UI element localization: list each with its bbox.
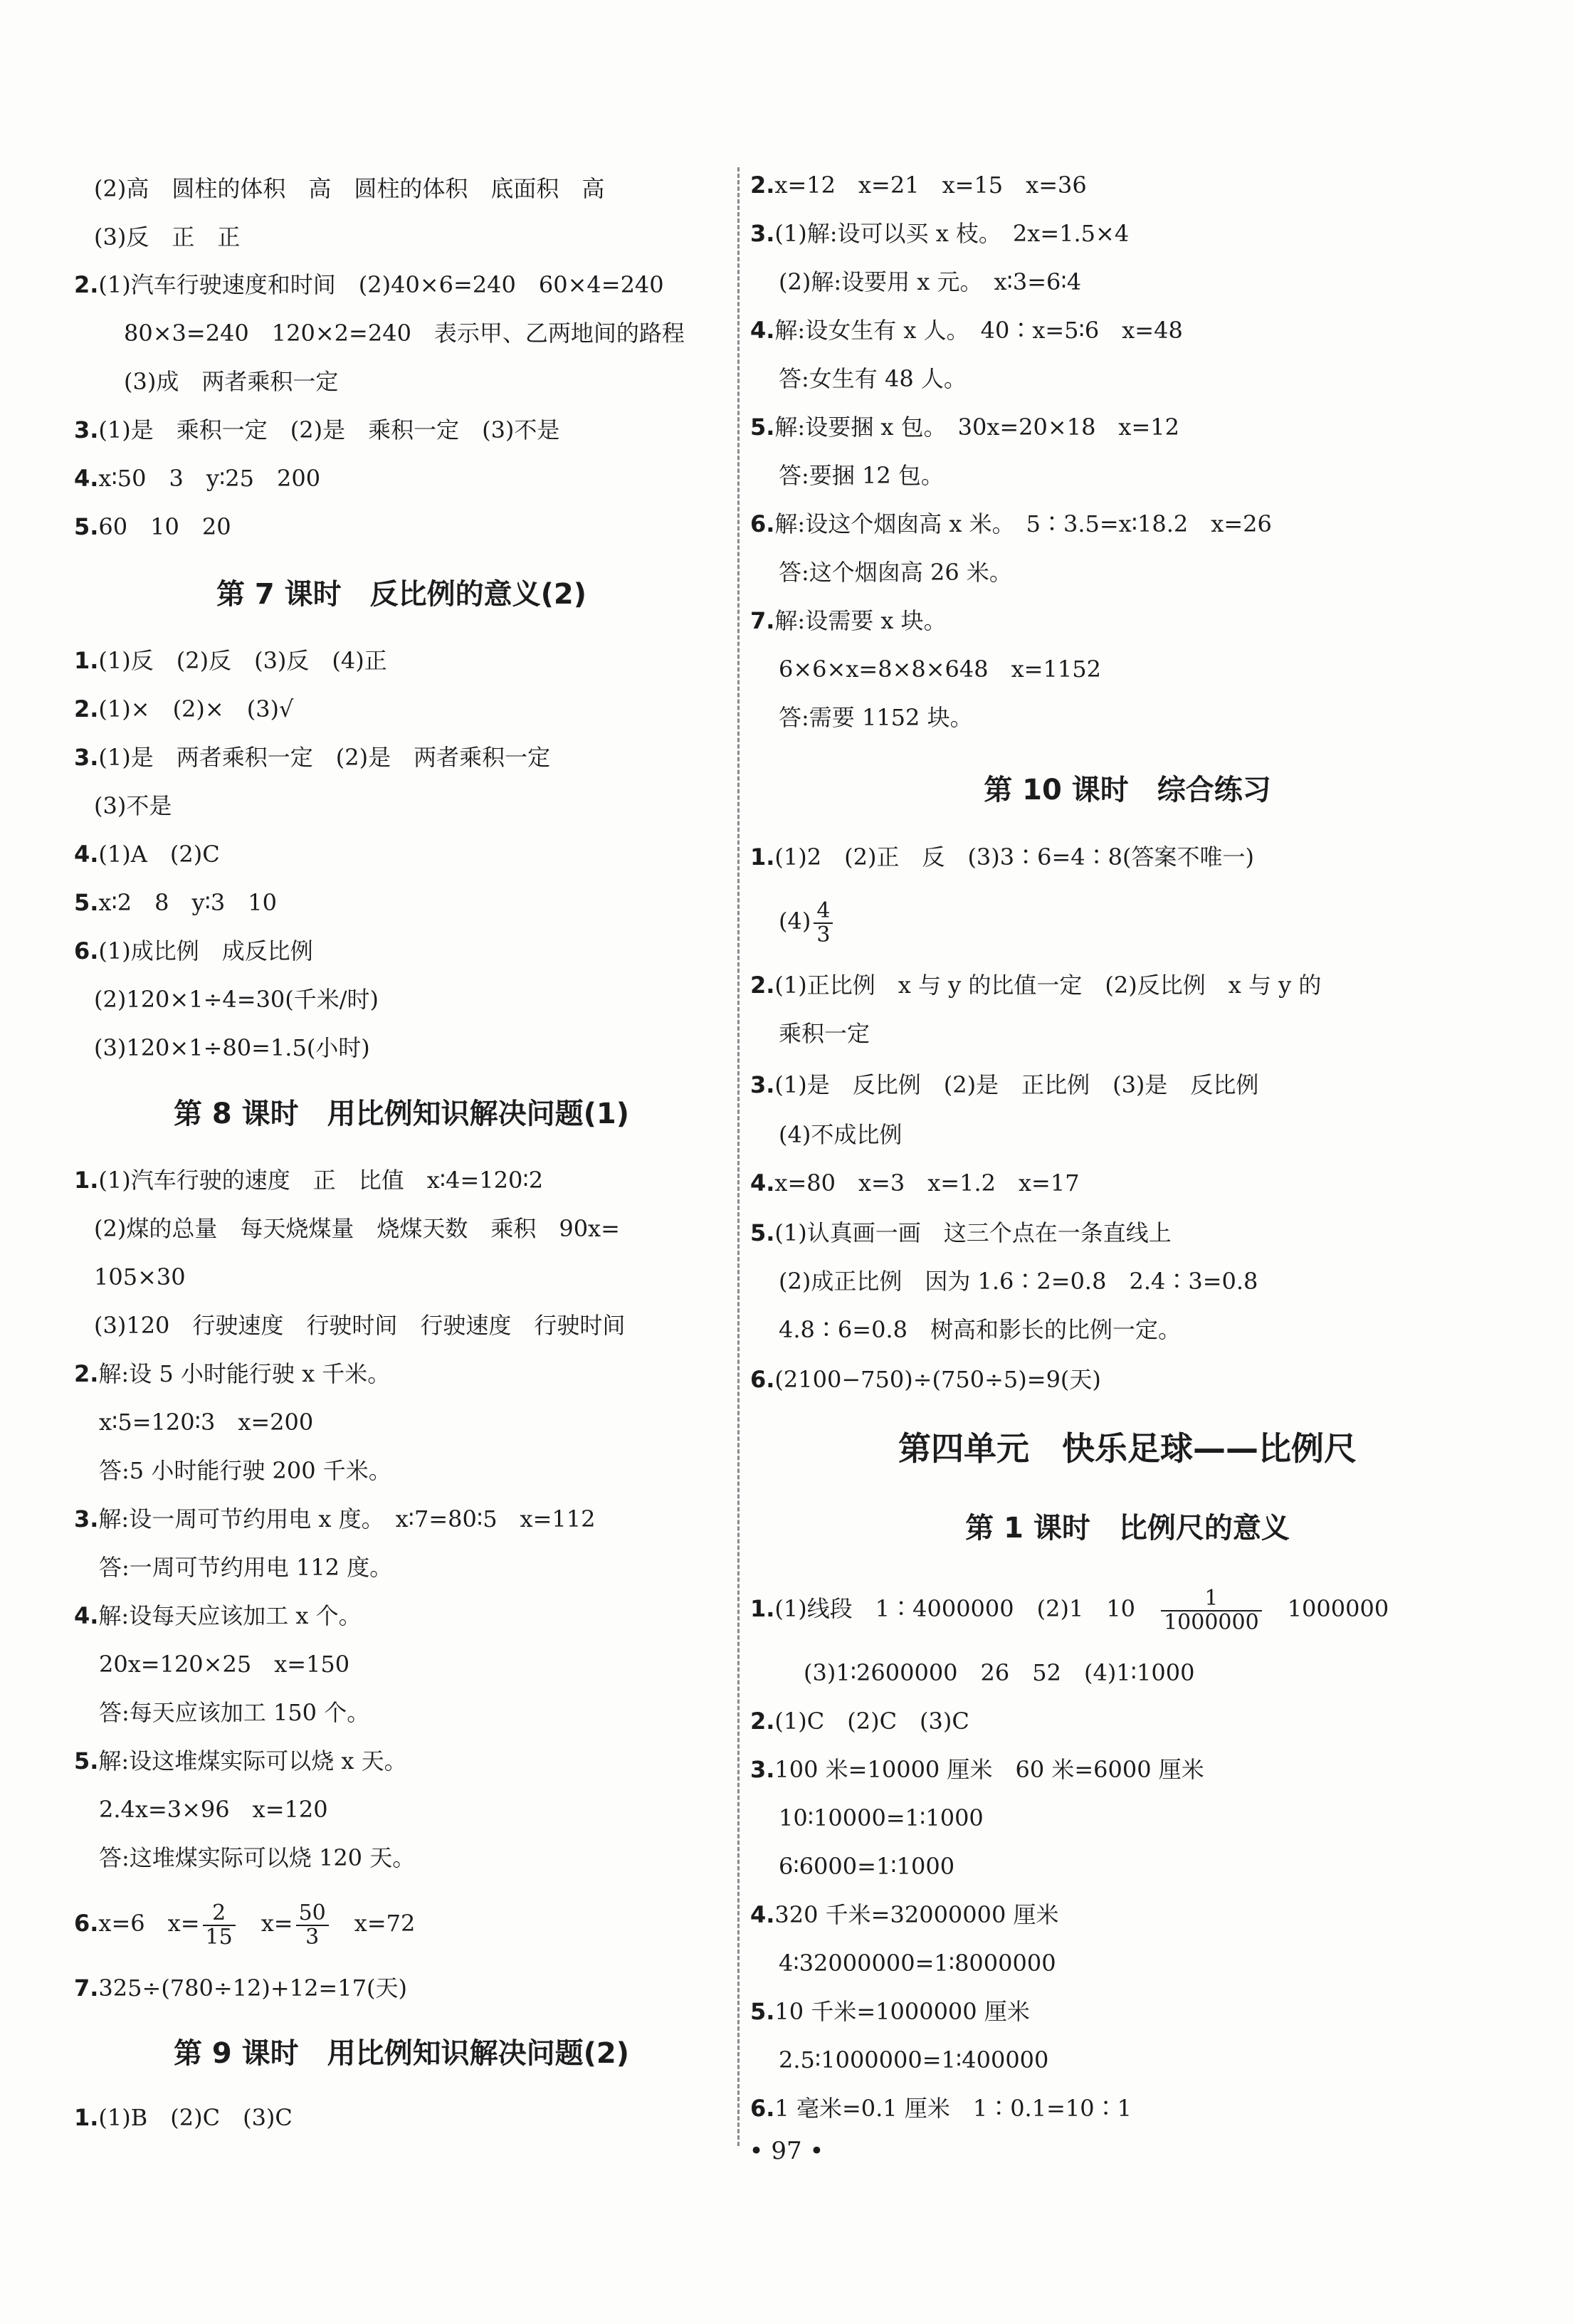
- answer-text: x=6 x=: [98, 1910, 200, 1937]
- question-4: [750, 1169, 1080, 1197]
- question-3: [74, 1505, 596, 1533]
- question-5: [750, 1219, 1172, 1247]
- question-number: 6.: [750, 1366, 775, 1393]
- question-5: [74, 888, 277, 917]
- fraction-denominator: 3: [305, 1924, 320, 1950]
- answer-text: (1)反 (2)反 (3)反 (4)正: [98, 647, 387, 674]
- answer-line: 4∶32000000=1∶8000000: [779, 1950, 1056, 1977]
- fraction: [203, 1902, 236, 1949]
- question-4: [74, 840, 220, 868]
- question-2: [74, 695, 293, 723]
- question-number: 5.: [74, 1747, 99, 1774]
- answer-line: (3)成 两者乘积一定: [124, 368, 339, 395]
- question-3: [750, 219, 1129, 248]
- answer-text: 解:设女生有 x 人。 40∶x=5∶6 x=48: [774, 317, 1183, 344]
- answer-line: (2)煤的总量 每天烧煤量 烧煤天数 乘积 90x=: [94, 1215, 620, 1242]
- question-2: [750, 971, 1321, 999]
- answer-text: (1)线段 1∶4000000 (2)1 10: [774, 1595, 1136, 1622]
- answer-line: (4)不成比例: [779, 1121, 903, 1148]
- answer-line: 答:每天应该加工 150 个。: [99, 1699, 370, 1726]
- answer-line: 6∶6000=1∶1000: [779, 1853, 955, 1880]
- page-number: • 97 •: [749, 2137, 824, 2165]
- question-number: 3.: [74, 1505, 99, 1532]
- question-number: 1.: [750, 1595, 775, 1622]
- answer-text: (1)汽车行驶的速度 正 比值 x∶4=120∶2: [98, 1167, 544, 1194]
- question-4: [750, 1900, 1059, 1929]
- answer-line: (3)120×1÷80=1.5(小时): [94, 1034, 370, 1061]
- question-6: [750, 2094, 1132, 2123]
- question-number: 4.: [74, 841, 99, 868]
- answer-text: (2100−750)÷(750÷5)=9(天): [774, 1366, 1101, 1393]
- answer-text: (1)是 乘积一定 (2)是 乘积一定 (3)不是: [98, 416, 560, 443]
- question-3: [74, 416, 559, 444]
- answer-line: (3)120 行驶速度 行驶时间 行驶速度 行驶时间: [94, 1312, 626, 1339]
- answer-text: (1)认真画一画 这三个点在一条直线上: [774, 1219, 1172, 1246]
- question-5: [74, 512, 231, 541]
- unit-4-heading: 第四单元 快乐足球——比例尺: [898, 1429, 1357, 1468]
- question-5: [74, 1747, 407, 1775]
- answer-line: (2)高 圆柱的体积 高 圆柱的体积 底面积 高: [94, 175, 605, 202]
- answer-line: 答:这堆煤实际可以烧 120 天。: [99, 1844, 416, 1871]
- answer-text: (1)是 两者乘积一定 (2)是 两者乘积一定: [98, 744, 551, 771]
- question-number: 5.: [750, 1998, 775, 2025]
- question-number: 6.: [750, 510, 775, 537]
- answer-text: (1)是 反比例 (2)是 正比例 (3)是 反比例: [774, 1071, 1259, 1098]
- answer-text: 1000000: [1287, 1595, 1389, 1622]
- lesson-7-heading: 第 7 课时 反比例的意义(2): [216, 578, 587, 611]
- answer-text: (1)× (2)× (3)√: [98, 695, 294, 722]
- question-number: 5.: [74, 889, 99, 916]
- answer-text: 解:设要捆 x 包。 30x=20×18 x=12: [774, 414, 1180, 441]
- question-1: [74, 2103, 293, 2132]
- answer-line: x∶5=120∶3 x=200: [99, 1409, 314, 1436]
- fraction-denominator: 3: [816, 922, 831, 947]
- question-3: [74, 743, 550, 772]
- question-number: 2.: [74, 271, 99, 298]
- question-number: 3.: [750, 220, 775, 247]
- answer-text: (1)2 (2)正 反 (3)3∶6=4∶8(答案不唯一): [774, 843, 1254, 871]
- question-5: [750, 1997, 1030, 2026]
- answer-line: 答:这个烟囱高 26 米。: [779, 559, 1012, 586]
- fraction: [296, 1902, 329, 1949]
- answer-text: x∶50 3 y∶25 200: [98, 465, 321, 492]
- answer-line: 答:5 小时能行驶 200 千米。: [99, 1457, 391, 1484]
- answer-text: 解:设一周可节约用电 x 度。 x∶7=80∶5 x=112: [98, 1505, 596, 1532]
- answer-text: (1)A (2)C: [98, 841, 220, 868]
- answer-line: 10∶10000=1∶1000: [779, 1804, 984, 1831]
- answer-line: 答:一周可节约用电 112 度。: [99, 1554, 393, 1581]
- question-number: 6.: [74, 1910, 99, 1937]
- question-7: [74, 1974, 407, 2002]
- question-number: 2.: [74, 1360, 99, 1387]
- answer-text: 60 10 20: [98, 513, 231, 540]
- answer-line: (2)解:设要用 x 元。 x∶3=6∶4: [779, 268, 1082, 295]
- answer-line: 答:需要 1152 块。: [779, 704, 973, 731]
- answer-text: x=80 x=3 x=1.2 x=17: [774, 1169, 1080, 1197]
- question-1: [74, 1166, 543, 1194]
- answer-text: x=72: [331, 1910, 416, 1937]
- question-number: 5.: [750, 414, 775, 441]
- question-7: [750, 606, 947, 635]
- fraction-denominator: 15: [205, 1924, 233, 1950]
- question-number: 2.: [74, 695, 99, 722]
- answer-text: 320 千米=32000000 厘米: [774, 1901, 1059, 1928]
- fraction-numerator: 50: [296, 1902, 329, 1926]
- question-3: [750, 1071, 1258, 1099]
- answer-line: (3)不是: [94, 792, 172, 819]
- answer-line: (3)1∶2600000 26 52 (4)1∶1000: [804, 1659, 1195, 1686]
- question-number: 4.: [750, 1901, 775, 1928]
- question-number: 7.: [74, 1975, 99, 2002]
- question-number: 4.: [74, 1602, 99, 1629]
- fraction: [814, 900, 833, 947]
- question-number: 1.: [74, 1167, 99, 1194]
- answer-line: 2.5∶1000000=1∶400000: [779, 2046, 1049, 2073]
- question-6: [74, 1895, 415, 1952]
- lesson-9-heading: 第 9 课时 用比例知识解决问题(2): [173, 2037, 630, 2070]
- answer-line: 20x=120×25 x=150: [99, 1651, 350, 1678]
- question-4: [750, 316, 1183, 345]
- fraction-numerator: 1: [1161, 1587, 1262, 1611]
- answer-line: (2)成正比例 因为 1.6∶2=0.8 2.4∶3=0.8: [779, 1268, 1258, 1295]
- answer-line: 答:女生有 48 人。: [779, 365, 967, 392]
- answer-text: 解:设需要 x 块。: [774, 607, 947, 634]
- answer-text: 解:设这堆煤实际可以烧 x 天。: [98, 1747, 407, 1774]
- answer-text: x∶2 8 y∶3 10: [98, 889, 278, 916]
- answer-text: (1)成比例 成反比例: [98, 937, 313, 964]
- answer-text: (1)B (2)C (3)C: [98, 2104, 293, 2131]
- fraction: [1161, 1587, 1262, 1634]
- lesson-10-heading: 第 10 课时 综合练习: [984, 774, 1271, 806]
- question-number: 3.: [74, 416, 99, 443]
- column-divider: [737, 167, 740, 2146]
- question-5: [750, 413, 1179, 441]
- question-number: 4.: [74, 465, 99, 492]
- fraction-denominator: 1000000: [1164, 1609, 1259, 1635]
- answer-text: 100 米=10000 厘米 60 米=6000 厘米: [774, 1756, 1204, 1783]
- question-1: [74, 646, 387, 675]
- answer-text: 325÷(780÷12)+12=17(天): [98, 1975, 407, 2002]
- question-1: [750, 843, 1254, 871]
- question-2: [750, 171, 1087, 199]
- question-number: 3.: [74, 744, 99, 771]
- question-number: 5.: [74, 513, 99, 540]
- answer-line: 80×3=240 120×2=240 表示甲、乙两地间的路程: [124, 320, 685, 347]
- lesson-1-heading: 第 1 课时 比例尺的意义: [965, 1512, 1290, 1545]
- question-number: 2.: [750, 972, 775, 999]
- question-4: [74, 464, 320, 493]
- answer-text: 解:设每天应该加工 x 个。: [98, 1602, 362, 1629]
- question-number: 2.: [750, 1708, 775, 1735]
- question-number: 2.: [750, 172, 775, 199]
- question-number: 3.: [750, 1756, 775, 1783]
- question-number: 1.: [74, 647, 99, 674]
- question-number: 3.: [750, 1071, 775, 1098]
- question-1: [750, 1580, 1389, 1637]
- question-number: 7.: [750, 607, 775, 634]
- answer-text: (1)汽车行驶速度和时间 (2)40×6=240 60×4=240: [98, 271, 664, 298]
- answer-line: [779, 893, 836, 950]
- question-number: 5.: [750, 1219, 775, 1246]
- answer-line: 105×30: [94, 1263, 186, 1290]
- answer-line: (3)反 正 正: [94, 224, 241, 251]
- question-3: [750, 1755, 1204, 1784]
- fraction-numerator: 2: [203, 1902, 236, 1926]
- lesson-8-heading: 第 8 课时 用比例知识解决问题(1): [173, 1098, 630, 1130]
- question-2: [74, 270, 664, 299]
- answer-text: 解:设 5 小时能行驶 x 千米。: [98, 1360, 391, 1387]
- answer-text: 1 毫米=0.1 厘米 1∶0.1=10∶1: [774, 2095, 1132, 2122]
- answer-text: (4): [779, 908, 811, 935]
- question-number: 1.: [74, 2104, 99, 2131]
- question-number: 6.: [750, 2095, 775, 2122]
- question-number: 6.: [74, 937, 99, 964]
- question-6: [750, 1365, 1101, 1394]
- question-2: [750, 1707, 969, 1735]
- question-6: [750, 510, 1272, 538]
- answer-text: 10 千米=1000000 厘米: [774, 1998, 1030, 2025]
- question-number: 4.: [750, 317, 775, 344]
- answer-text: (1)C (2)C (3)C: [774, 1708, 969, 1735]
- answer-line: 答:要捆 12 包。: [779, 462, 944, 489]
- question-number: 4.: [750, 1169, 775, 1197]
- question-number: 1.: [750, 843, 775, 871]
- fraction-numerator: 4: [814, 900, 833, 924]
- question-4: [74, 1602, 362, 1630]
- answer-line: (2)120×1÷4=30(千米/时): [94, 986, 379, 1013]
- answer-line: 4.8∶6=0.8 树高和影长的比例一定。: [779, 1316, 1181, 1343]
- answer-text: x=12 x=21 x=15 x=36: [774, 172, 1087, 199]
- question-2: [74, 1360, 390, 1388]
- answer-line: 乘积一定: [779, 1020, 870, 1047]
- answer-line: 2.4x=3×96 x=120: [99, 1796, 328, 1823]
- answer-text: 解:设这个烟囱高 x 米。 5∶3.5=x∶18.2 x=26: [774, 510, 1272, 537]
- answer-line: 6×6×x=8×8×648 x=1152: [779, 656, 1101, 683]
- answer-text: (1)解:设可以买 x 枝。 2x=1.5×4: [774, 220, 1130, 247]
- answer-text: x=: [238, 1910, 293, 1937]
- answer-text: (1)正比例 x 与 y 的比值一定 (2)反比例 x 与 y 的: [774, 972, 1322, 999]
- question-6: [74, 937, 313, 965]
